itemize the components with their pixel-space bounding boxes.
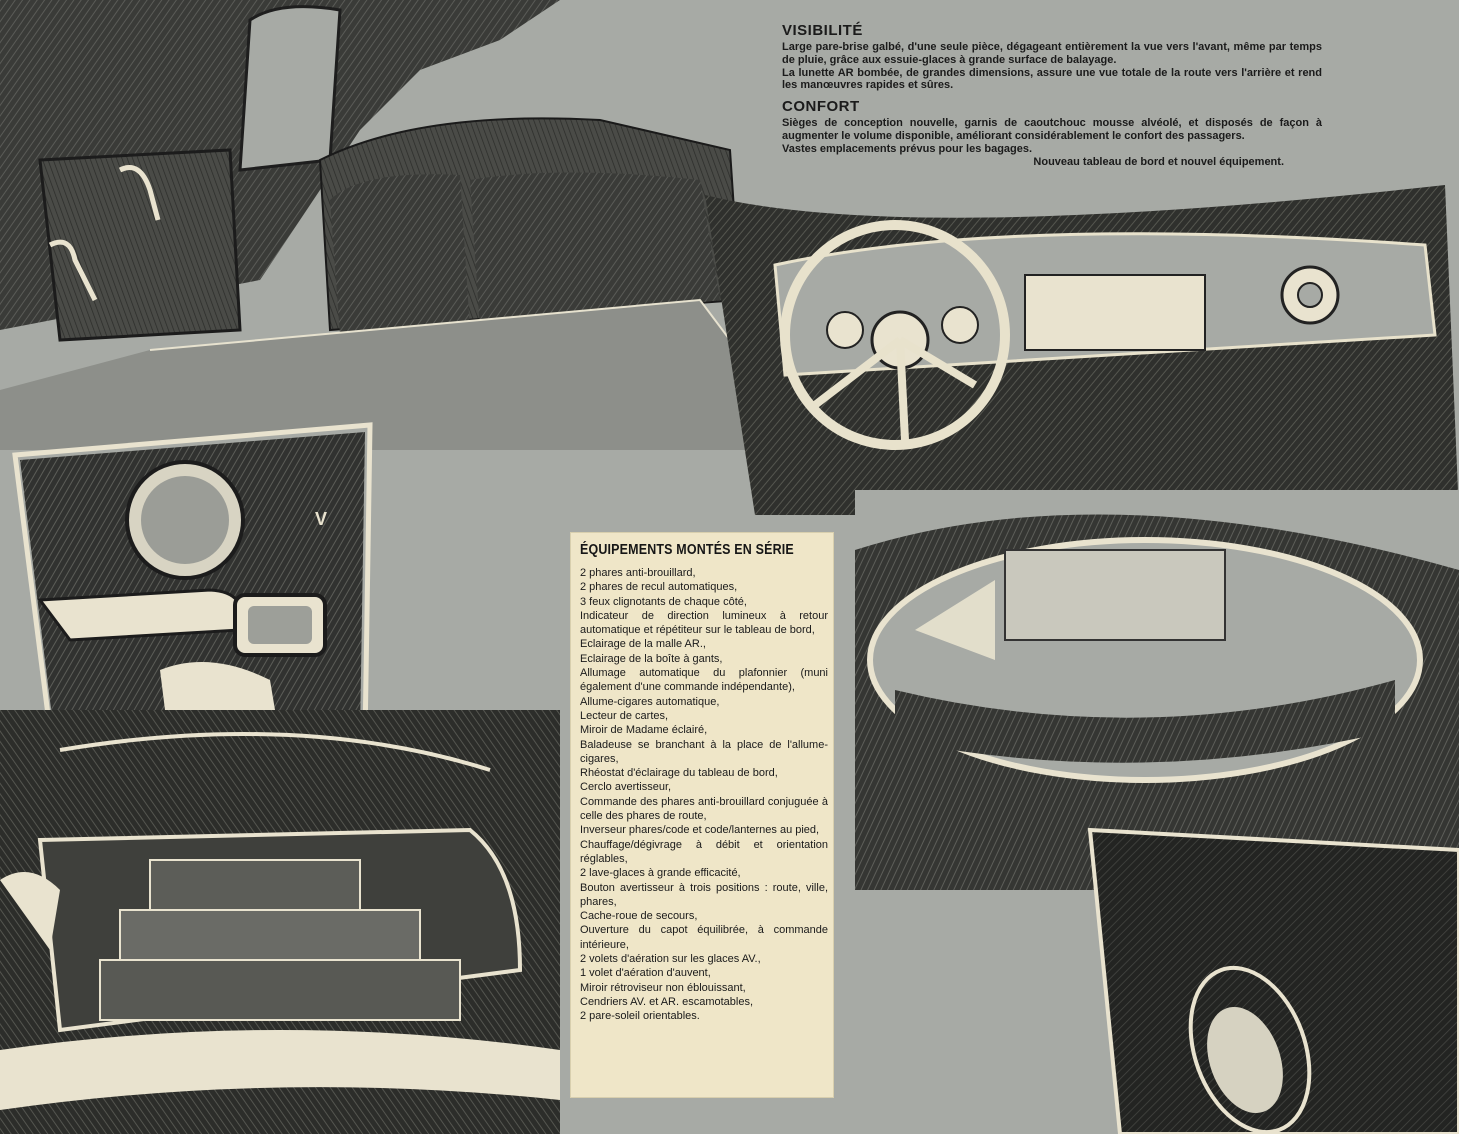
list-item: Allumage automatique du plafonnier (muni également d'une commande indépendante),	[580, 667, 828, 694]
trunk-luggage-illustration	[0, 690, 560, 1134]
list-item: Miroir rétroviseur non éblouissant,	[580, 981, 746, 994]
equipment-list	[580, 566, 828, 1024]
list-item: 2 phares de recul automatiques,	[580, 581, 738, 594]
list-item: Cerclo avertisseur,	[580, 781, 672, 794]
list-item: Inverseur phares/code et code/lanternes au pied,	[580, 824, 820, 837]
badge-letter: V	[315, 509, 328, 529]
dashboard-caption: Nouveau tableau de bord et nouvel équipement.	[1033, 155, 1284, 168]
list-item: Chauffage/dégivrage à débit et orientation réglables,	[580, 838, 828, 865]
list-item: 2 lave-glaces à grande efficacité,	[580, 867, 741, 880]
list-item: 2 pare-soleil orientables.	[580, 1010, 700, 1023]
list-item: Cendriers AV. et AR. escamotables,	[580, 995, 754, 1008]
confort-paragraph-2: Vastes emplacements prévus pour les bagages.	[782, 142, 1033, 155]
list-item: Commande des phares anti-brouillard conjuguée à celle des phares de route,	[580, 795, 828, 823]
visibilite-paragraph-1: Large pare-brise galbé, d'une seule pièce, dégageant entièrement la vue vers l'avant, même par temps de pluie, grâce aux essuie-glaces à grande surface de balayage.	[782, 41, 1322, 66]
list-item: Cache-roue de secours,	[580, 910, 698, 923]
list-item: Allume-cigares automatique,	[580, 695, 720, 708]
confort-heading: CONFORT	[782, 98, 860, 116]
list-item: Ouverture du capot équilibrée, à commande intérieure,	[580, 924, 828, 951]
equipment-title: ÉQUIPEMENTS MONTÉS EN SÉRIE	[580, 542, 794, 558]
list-item: Baladeuse se branchant à la place de l'allume-cigares,	[580, 738, 828, 765]
confort-paragraph-1: Sièges de conception nouvelle, garnis de caoutchouc mousse alvéolé, et disposés de façon à augmenter le volume disponible, améliorant considérablement le confort des passagers.	[782, 117, 1322, 142]
visibilite-paragraph-2: La lunette AR bombée, de grandes dimensions, assure une vue totale de la route vers l'arrière et rend les manœuvres rapides et sûres.	[782, 66, 1322, 92]
list-item: 2 volets d'aération sur les glaces AV.,	[580, 953, 761, 966]
list-item: Miroir de Madame éclairé,	[580, 724, 708, 737]
list-item: Lecteur de cartes,	[580, 709, 669, 722]
rear-seat-illustration	[0, 0, 760, 450]
list-item: Rhéostat d'éclairage du tableau de bord,	[580, 767, 778, 780]
dome-light-illustration	[1085, 825, 1459, 1134]
list-item: Eclairage de la malle AR.,	[580, 638, 706, 651]
list-item: 2 phares anti-brouillard,	[580, 567, 696, 579]
description-text-block	[782, 22, 1322, 168]
standard-equipment-box	[570, 532, 834, 1098]
dashboard-illustration	[705, 135, 1459, 515]
list-item: 1 volet d'aération d'auvent,	[580, 967, 711, 980]
list-item: 3 feux clignotants de chaque côté,	[580, 595, 747, 608]
list-item: Eclairage de la boîte à gants,	[580, 652, 723, 665]
list-item: Bouton avertisseur à trois positions : route, ville, phares,	[580, 881, 828, 908]
visibilite-heading: VISIBILITÉ	[782, 22, 863, 39]
list-item: Indicateur de direction lumineux à retour automatique et répétiteur sur le tableau de bord,	[580, 609, 828, 637]
